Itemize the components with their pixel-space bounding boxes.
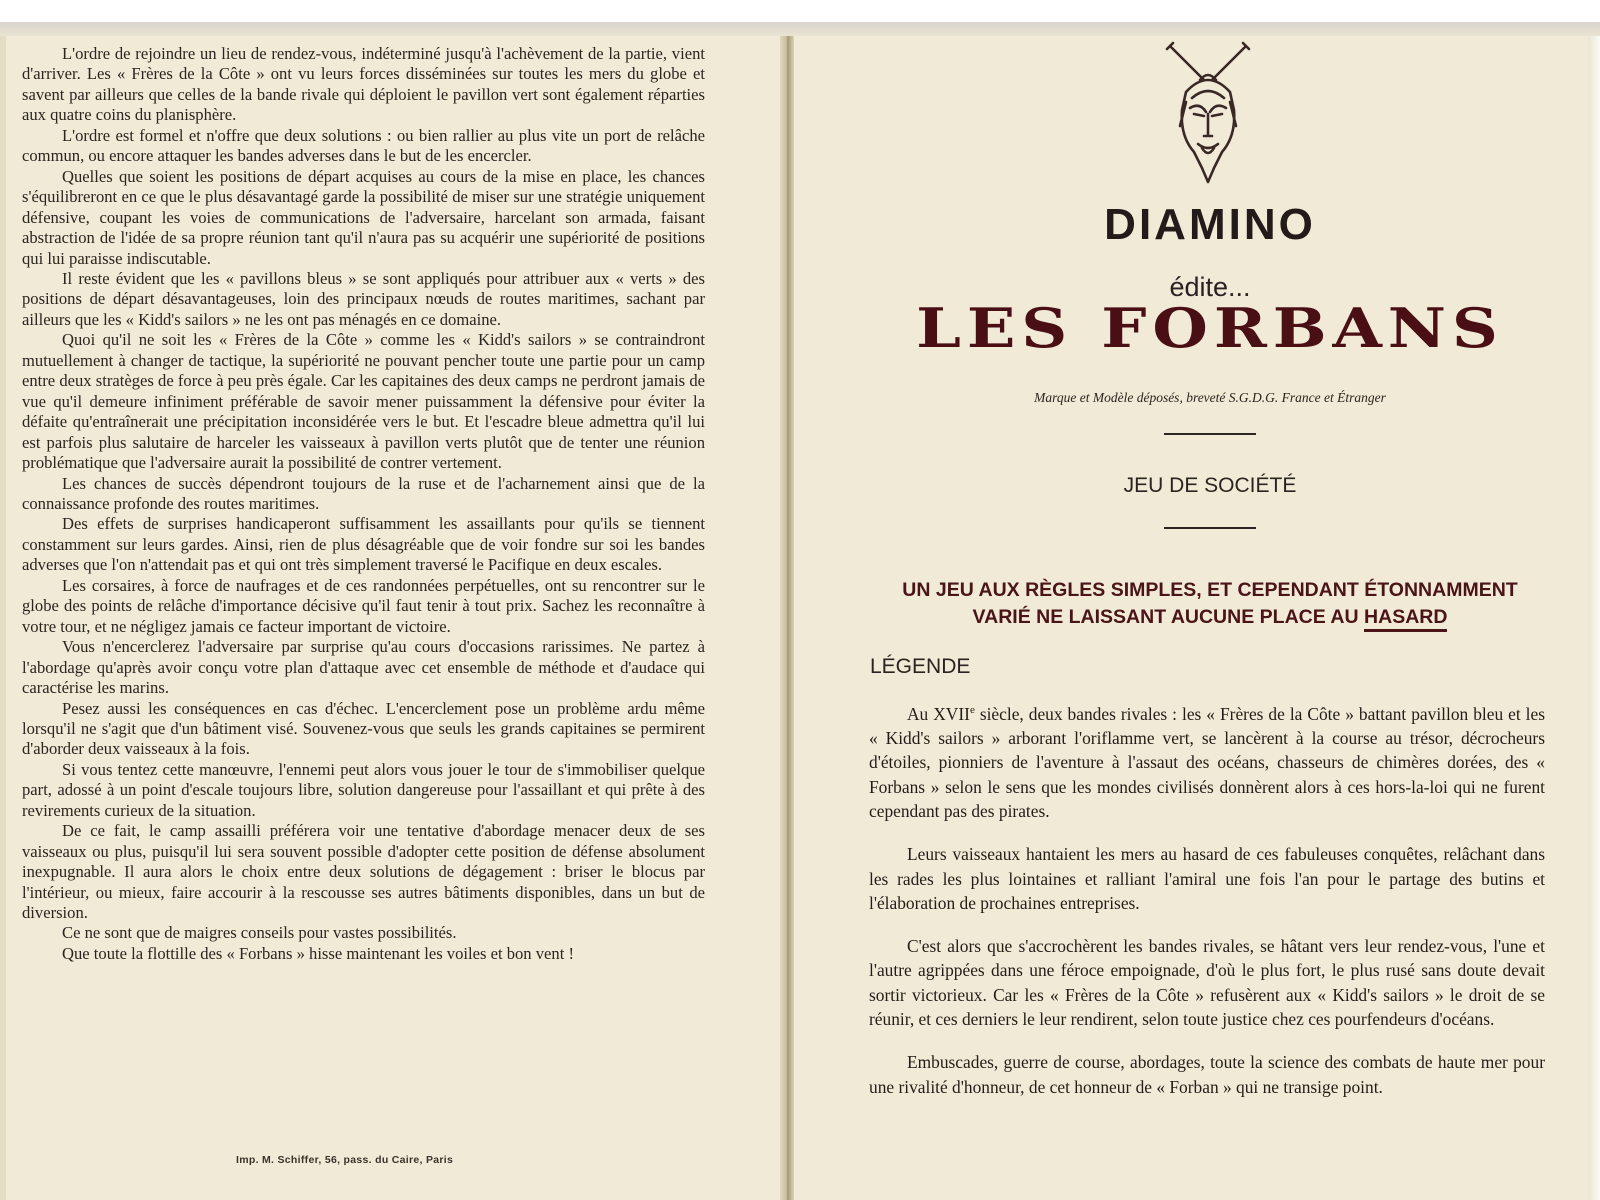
legend-text bbox=[869, 698, 1545, 1118]
publisher-name: DIAMINO bbox=[1104, 200, 1316, 249]
rules-paragraph: Que toute la flottille des « Forbans » hisse maintenant les voiles et bon vent ! bbox=[62, 943, 574, 963]
legend-heading: LÉGENDE bbox=[870, 655, 971, 678]
rules-paragraph: Vous n'encerclerez l'adversaire par surprise qu'au cours d'occasions rarissimes. Ne partez à l'abordage qu'après avoir conçu votre plan d'attaque avec cet ensemble de méthode et d'audace qui caractérise les marins. bbox=[22, 637, 705, 698]
rules-paragraph: Quoi qu'il ne soit les « Frères de la Côte » comme les « Kidd's sailors » se contraindront mutuellement à changer de tactique, la supériorité ne pouvant pencher toute une partie pour un camp entre deux stratèges de force à peu près égale. Car les capitaines des deux camps ne perdront jamais de vue qu'il demeure infiniment préférable de savoir mener puissamment la défensive pour éviter la défaite qu'entraînerait une précipitation inconsidérée vers le but. Et l'escadre bleue admettra qu'il lui est parfois plus salutaire de harceler les vaisseaux à pavillon verts plutôt que de tenter une réunion problématique que l'adversaire aurait la possibilité de contrer vertement. bbox=[22, 330, 705, 473]
legend-paragraph: Leurs vaisseaux hantaient les mers au hasard de ces fabuleuses conquêtes, relâchant dans les rades les plus lointaines et ralliant l'amiral une fois l'an pour le partage des butins et l'élaboration de prochaines entreprises. bbox=[869, 844, 1545, 913]
page-left-edge bbox=[0, 36, 6, 1200]
divider bbox=[1164, 433, 1256, 435]
trademark-notice: Marque et Modèle déposés, breveté S.G.D.G. France et Étranger bbox=[1034, 390, 1386, 405]
legend-p1-superscript: e bbox=[969, 704, 975, 716]
rules-paragraph: Pesez aussi les conséquences en cas d'échec. L'encerclement pose un problème ardu même lorsqu'il ne s'agit que d'un bâtiment visé. Souvenez-vous que seuls les grands capitaines se permirent d'aborder deux vaisseaux à la fois. bbox=[22, 698, 705, 759]
page-right-edge bbox=[1588, 36, 1600, 1200]
tagline-line-2-text: VARIÉ NE LAISSANT AUCUNE PLACE AU bbox=[972, 606, 1359, 628]
legend-paragraph bbox=[869, 698, 1545, 823]
rules-paragraph: Les chances de succès dépendront toujours de la ruse et de l'acharnement ainsi que de la connaissance profonde des routes maritimes. bbox=[22, 473, 705, 513]
tagline bbox=[860, 577, 1560, 631]
legend-p1-rest: siècle, deux bandes rivales : les « Frères de la Côte » battant pavillon bleu et les « Kidd's sailors » arborant l'oriflamme vert, se lancèrent à la course au trésor, décrocheurs d'étoiles, pionniers de l'aventure à l'assaut des océans, chasseurs de chimères dorées, des « Forbans » selon le sens que les mondes civilisés donnèrent alors à ces hors-la-loi qui ne furent cependant pas des pirates. bbox=[869, 703, 1545, 821]
tagline-line-2 bbox=[860, 604, 1560, 631]
rules-paragraph: Si vous tentez cette manœuvre, l'ennemi peut alors vous jouer le tour de s'immobiliser quelque part, adossé à un point d'escale toujours libre, solution dangereuse pour l'assaillant et qui prête à des revirements curieux de la situation. bbox=[22, 759, 705, 820]
rules-paragraph: L'ordre de rejoindre un lieu de rendez-vous, indéterminé jusqu'à l'achèvement de la partie, vient d'arriver. Les « Frères de la Côte » ont vu leurs forces disséminées sur toutes les mers du globe et savent par ailleurs que celles de la bande rivale qui déploient le pavillon vert sont également réparties aux quatre coins du planisphère. bbox=[22, 44, 705, 125]
rules-paragraph: Il reste évident que les « pavillons bleus » se sont appliqués pour attribuer aux « verts » des positions de départ désavantageuses, loin des principaux nœuds de routes maritimes, sachant par ailleurs que les « Kidd's sailors » ne les ont pas ménagés en ce domaine. bbox=[22, 268, 705, 329]
legend-paragraph: Embuscades, guerre de course, abordages, toute la science des combats de haute mer pour une rivalité d'honneur, de cet honneur de « Forban » qui ne transige point. bbox=[869, 1052, 1545, 1097]
rules-paragraph: Ce ne sont que de maigres conseils pour vastes possibilités. bbox=[62, 923, 457, 943]
rules-paragraph: Les corsaires, à force de naufrages et de ces randonnées perpétuelles, ont su rencontrer sur le globe des points de relâche d'importance décisive qu'il faut tenir à tout prix. Sachez les reconnaître à votre tour, et ne négligez jamais ce facteur important de victoire. bbox=[22, 575, 705, 636]
left-page-text bbox=[22, 44, 705, 964]
legend-p1-start: Au XVII bbox=[907, 703, 970, 724]
rules-paragraph: De ce fait, le camp assailli préférera voir une tentative d'abordage menacer deux de ses vaisseaux ou plus, puisqu'il lui sera souvent possible d'adopter cette position de défense absolument inexpugnable. Il aura alors le choix entre deux solutions de dégagement : briser le blocus par l'intérieur, ou mieux, faire accourir à la rescousse ses autres bâtiments disponibles, dans un but de diversion. bbox=[22, 821, 705, 923]
legend-paragraph: C'est alors que s'accrochèrent les bandes rivales, se hâtant vers leur rendez-vous, l'une et l'autre agrippées dans une féroce empoignade, d'où le plus fort, le plus rusé sans doute devait sortir victorieux. Car les « Frères de la Côte » refusèrent aux « Kidd's sailors » le droit de se réunir, et ces derniers le leur rendirent, selon toute justice chez ces pourfendeurs d'océans. bbox=[869, 936, 1545, 1030]
rules-paragraph: Quelles que soient les positions de départ acquises au cours de la mise en place, les chances s'équilibreront en ce que le plus désavantagé garde la possibilité de miser sur une stratégie uniquement défensive, coupant les voies de communications de l'adversaire, harcelant son armada, faisant abstraction de l'idée de sa propre réunion tant qu'il n'aura pas su acquérir une supériorité de positions qui lui paraisse indiscutable. bbox=[22, 166, 705, 268]
tagline-line-1: UN JEU AUX RÈGLES SIMPLES, ET CEPENDANT ÉTONNAMMENT bbox=[902, 579, 1518, 601]
publishes-label: édite... bbox=[1169, 272, 1251, 302]
horned-mask-emblem-icon bbox=[1164, 40, 1252, 188]
tagline-emphasis: HASARD bbox=[1364, 606, 1447, 632]
rules-paragraph: Des effets de surprises handicaperont suffisamment les assaillants pour qu'ils se tiennent constamment sur leurs gardes. Ainsi, rien de plus désagréable que de voir fondre sur soi les bandes adverses que l'on n'attendait pas et qui ont très simplement traversé le Pacifique en deux escales. bbox=[22, 514, 705, 575]
center-fold bbox=[780, 36, 794, 1200]
rules-paragraph: L'ordre est formel et n'offre que deux solutions : ou bien rallier au plus vite un port de relâche commun, ou encore attaquer les bandes adverses dans le but de les encercler. bbox=[22, 125, 705, 166]
subtitle: JEU DE SOCIÉTÉ bbox=[1123, 474, 1297, 497]
divider bbox=[1164, 527, 1256, 529]
printer-imprint: Imp. M. Schiffer, 56, pass. du Caire, Paris bbox=[236, 1154, 454, 1166]
game-title: LES FORBANS bbox=[916, 296, 1504, 360]
